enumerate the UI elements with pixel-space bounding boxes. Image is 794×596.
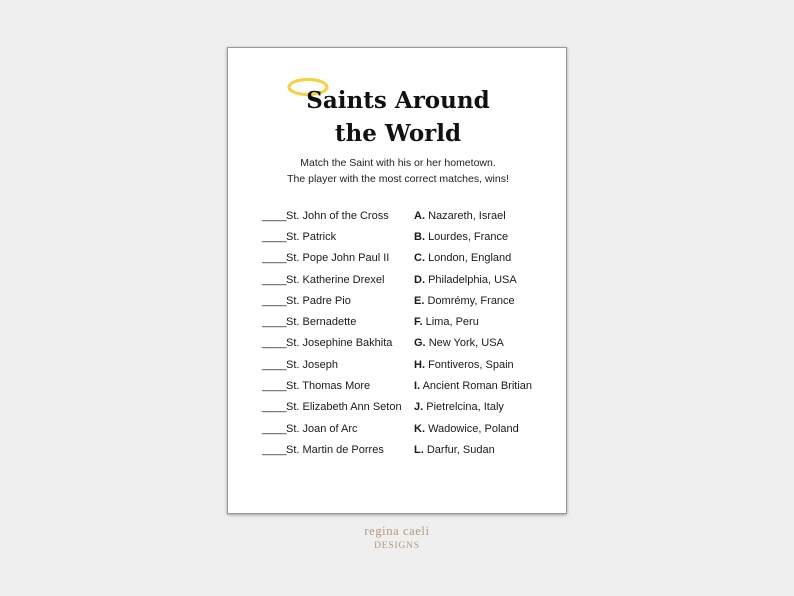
option-letter: A. bbox=[414, 209, 425, 222]
hometown-option bbox=[414, 252, 511, 264]
answer-blank[interactable]: ____ bbox=[262, 316, 287, 329]
saint-name: St. Martin de Porres bbox=[286, 443, 384, 456]
answer-blank[interactable]: ____ bbox=[262, 209, 287, 222]
option-letter: K. bbox=[414, 422, 425, 435]
list-item bbox=[262, 397, 532, 418]
option-letter: D. bbox=[414, 273, 425, 286]
saint-name: St. Pope John Paul II bbox=[286, 252, 390, 265]
list-item bbox=[262, 333, 532, 354]
brand-subtitle: DESIGNS bbox=[374, 541, 420, 551]
title-line-1: Saints Around bbox=[306, 87, 490, 114]
hometown-option bbox=[414, 444, 495, 456]
brand-name: regina caeli bbox=[364, 524, 430, 538]
saint-name: St. Padre Pio bbox=[286, 294, 351, 307]
hometown-name: Philadelphia, USA bbox=[428, 273, 517, 286]
option-letter: B. bbox=[414, 230, 425, 243]
option-letter: L. bbox=[414, 443, 424, 456]
list-item bbox=[262, 439, 532, 460]
instructions-line-1: Match the Saint with his or her hometown. bbox=[300, 157, 496, 169]
hometown-option bbox=[414, 274, 517, 286]
answer-blank[interactable]: ____ bbox=[262, 380, 287, 393]
instructions-line-2: The player with the most correct matches, wins! bbox=[287, 173, 509, 185]
answer-blank[interactable]: ____ bbox=[262, 401, 287, 414]
answer-blank[interactable]: ____ bbox=[262, 273, 287, 286]
saint-name: St. Joseph bbox=[286, 358, 338, 371]
answer-blank[interactable]: ____ bbox=[262, 230, 287, 243]
list-item bbox=[262, 269, 532, 290]
list-item bbox=[262, 418, 532, 439]
brand-logo bbox=[0, 523, 794, 553]
list-item bbox=[262, 205, 532, 226]
answer-blank[interactable]: ____ bbox=[262, 422, 287, 435]
answer-blank[interactable]: ____ bbox=[262, 294, 287, 307]
option-letter: H. bbox=[414, 358, 425, 371]
saint-name: St. Patrick bbox=[286, 230, 337, 243]
hometown-option bbox=[414, 316, 479, 328]
hometown-option bbox=[414, 401, 504, 413]
list-item bbox=[262, 226, 532, 247]
list-item bbox=[262, 311, 532, 332]
hometown-name: Lima, Peru bbox=[425, 316, 479, 329]
hometown-name: Fontiveros, Spain bbox=[428, 358, 514, 371]
saint-name: St. Josephine Bakhita bbox=[286, 337, 393, 350]
option-letter: C. bbox=[414, 252, 425, 265]
saint-name: St. Joan of Arc bbox=[286, 422, 358, 435]
list-item bbox=[262, 375, 532, 396]
option-letter: E. bbox=[414, 294, 425, 307]
hometown-option bbox=[414, 380, 532, 392]
hometown-name: New York, USA bbox=[428, 337, 504, 350]
option-letter: F. bbox=[414, 316, 423, 329]
hometown-name: Lourdes, France bbox=[428, 230, 509, 243]
option-letter: J. bbox=[414, 401, 424, 414]
answer-blank[interactable]: ____ bbox=[262, 337, 287, 350]
hometown-option bbox=[414, 231, 508, 243]
saint-name: St. Thomas More bbox=[286, 380, 371, 393]
hometown-option bbox=[414, 359, 514, 371]
hometown-option bbox=[414, 423, 519, 435]
answer-blank[interactable]: ____ bbox=[262, 358, 287, 371]
answer-blank[interactable]: ____ bbox=[262, 443, 287, 456]
hometown-option bbox=[414, 295, 515, 307]
hometown-option bbox=[414, 337, 504, 349]
hometown-name: Nazareth, Israel bbox=[428, 209, 506, 222]
title-line-2: the World bbox=[334, 120, 462, 147]
list-item bbox=[262, 248, 532, 269]
hometown-name: Ancient Roman Britian bbox=[422, 380, 533, 393]
instructions bbox=[228, 155, 568, 187]
saint-name: St. Elizabeth Ann Seton bbox=[286, 401, 402, 414]
saint-name: St. John of the Cross bbox=[286, 209, 389, 222]
list-item bbox=[262, 290, 532, 311]
game-card bbox=[227, 47, 567, 514]
answer-blank[interactable]: ____ bbox=[262, 252, 287, 265]
match-list bbox=[262, 205, 532, 461]
page-title bbox=[228, 84, 568, 150]
hometown-name: Domrémy, France bbox=[427, 294, 515, 307]
hometown-option bbox=[414, 210, 506, 222]
hometown-name: London, England bbox=[428, 252, 512, 265]
saint-name: St. Katherine Drexel bbox=[286, 273, 385, 286]
saint-name: St. Bernadette bbox=[286, 316, 357, 329]
hometown-name: Pietrelcina, Italy bbox=[426, 401, 504, 414]
option-letter: I. bbox=[414, 380, 421, 393]
hometown-name: Wadowice, Poland bbox=[428, 422, 519, 435]
option-letter: G. bbox=[414, 337, 426, 350]
hometown-name: Darfur, Sudan bbox=[426, 443, 495, 456]
list-item bbox=[262, 354, 532, 375]
